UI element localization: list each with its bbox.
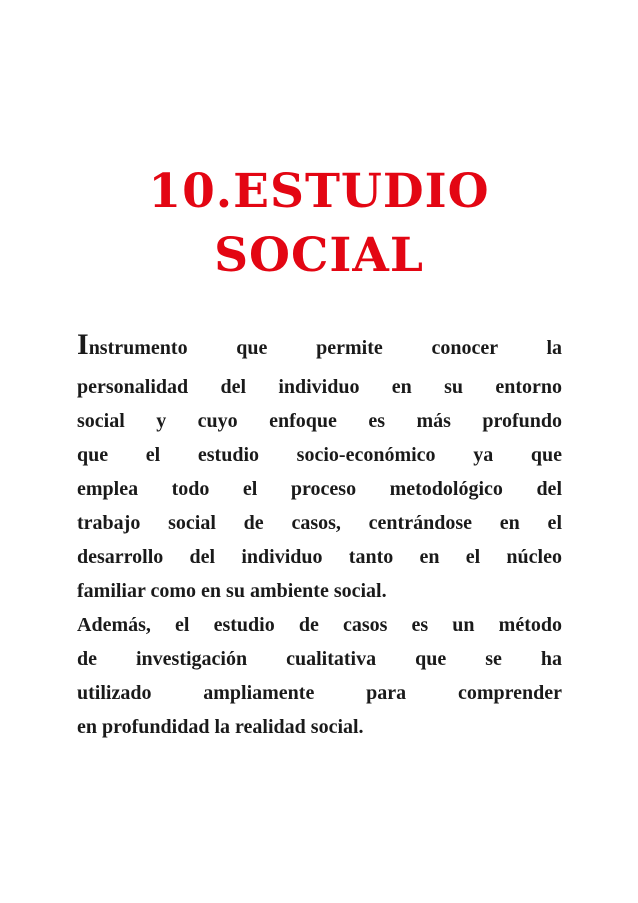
paragraph-line: de investigación cualitativa que se ha [77,648,562,670]
paragraph-line [77,320,562,370]
paragraph-line: trabajo social de casos, centrándose en el [77,512,562,534]
paragraph-case-study [77,608,562,744]
title-line-2: SOCIAL [214,228,424,283]
paragraph-line: utilizado ampliamente para comprender [77,682,562,704]
paragraph-line: social y cuyo enfoque es más profundo [77,410,562,432]
paragraph-line: personalidad del individuo en su entorno [77,376,562,398]
paragraph-line-text: nstrumento que permite conocer la [88,337,562,359]
paragraph-definition [77,320,562,608]
paragraph-line: Además, el estudio de casos es un método [77,614,562,636]
drop-cap: I [77,328,89,361]
paragraph-line: en profundidad la realidad social. [77,716,364,738]
paragraph-line: familiar como en su ambiente social. [77,580,387,602]
paragraph-line: que el estudio socio-económico ya que [77,444,562,466]
paragraph-line: desarrollo del individuo tanto en el núcleo [77,546,562,568]
title-line-1: 10.ESTUDIO [148,164,490,219]
paragraph-line: emplea todo el proceso metodológico del [77,478,562,500]
